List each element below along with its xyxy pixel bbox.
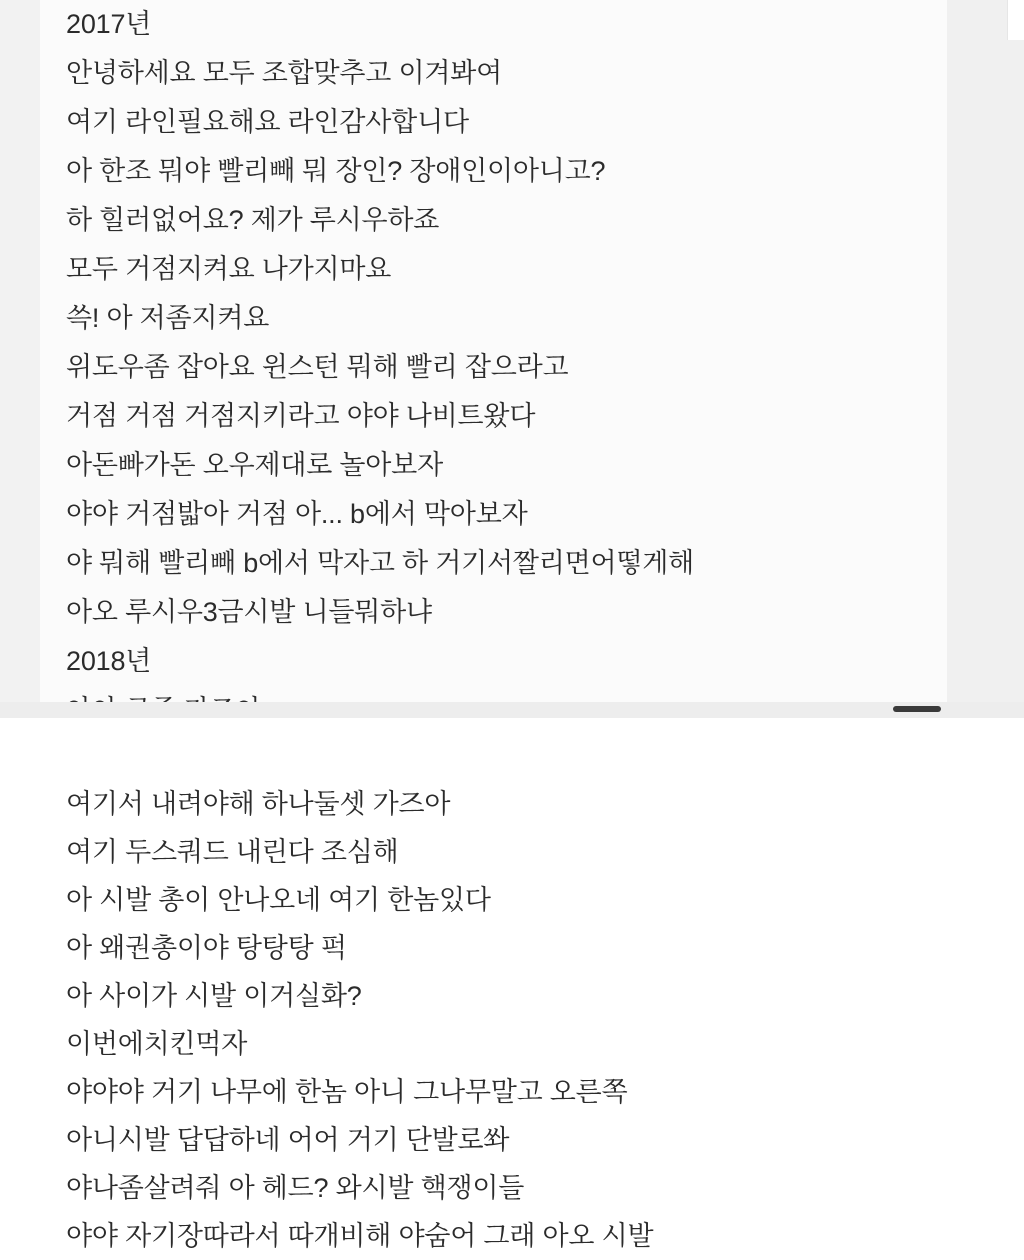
text-line: 야 뭐해 빨리빼 b에서 막자고 하 거기서짤리면어떻게해	[66, 548, 695, 578]
text-line: 야야 자기장따라서 따개비해 야숨어 그래 아오 시발	[66, 1221, 654, 1251]
text-line: 야야야 거기 나무에 한놈 아니 그나무말고 오른쪽	[66, 1077, 628, 1107]
text-line: 아니시발 답답하네 어어 거기 단발로쏴	[66, 1125, 510, 1155]
text-line: 야나좀살려줘 아 헤드? 와시발 핵쟁이들	[66, 1173, 525, 1203]
text-line: 야야 거점밟아 거점 아... b에서 막아보자	[66, 499, 528, 529]
text-line: 아오 루시우3금시발 니들뭐하냐	[66, 597, 432, 627]
text-line: 2017년	[66, 9, 152, 39]
bottom-screenshot-block	[0, 718, 1024, 1256]
text-line: 쓱! 아 저좀지켜요	[66, 303, 270, 333]
text-line: 하 힐러없어요? 제가 루시우하죠	[66, 205, 440, 235]
block-divider	[0, 702, 1024, 718]
bottom-text-lines	[66, 780, 1024, 1260]
text-line: 여기서 내려야해 하나둘셋 가즈아	[66, 789, 451, 819]
top-text-lines	[66, 0, 1024, 735]
drag-handle-icon[interactable]	[893, 706, 941, 712]
text-line: 이번에치킨먹자	[66, 1029, 248, 1059]
text-line: 위도우좀 잡아요 윈스턴 뭐해 빨리 잡으라고	[66, 352, 569, 382]
text-line: 아 한조 뭐야 빨리빼 뭐 장인? 장애인이아니고?	[66, 156, 606, 186]
text-line: 모두 거점지켜요 나가지마요	[66, 254, 392, 284]
text-line: 여기 라인필요해요 라인감사합니다	[66, 107, 469, 137]
text-line: 아돈빠가돈 오우제대로 놀아보자	[66, 450, 443, 480]
text-line: 아 왜권총이야 탕탕탕 퍽	[66, 933, 347, 963]
text-line: 아 사이가 시발 이거실화?	[66, 981, 362, 1011]
text-line: 여기 두스쿼드 내린다 조심해	[66, 837, 399, 867]
text-line: 안녕하세요 모두 조합맞추고 이겨봐여	[66, 58, 503, 88]
text-line: 거점 거점 거점지키라고 야야 나비트왔다	[66, 401, 536, 431]
text-line: 아 시발 총이 안나오네 여기 한놈있다	[66, 885, 491, 915]
text-line: 2018년	[66, 646, 152, 676]
